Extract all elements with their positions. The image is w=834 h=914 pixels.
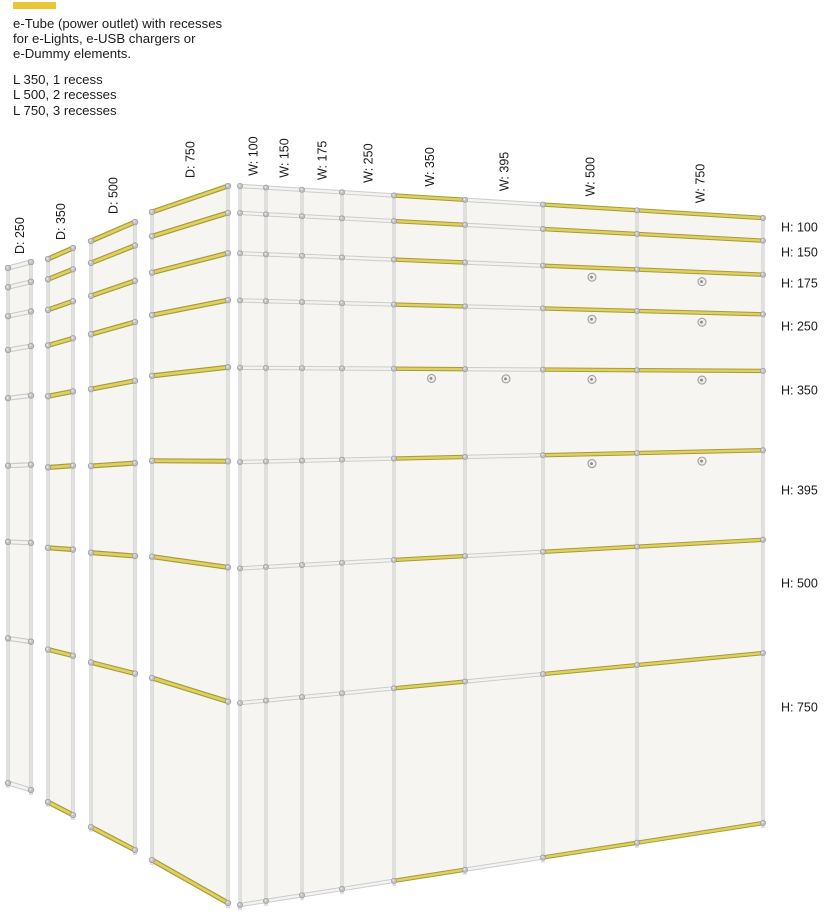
legend-description-line: for e-Lights, e-USB chargers or — [13, 31, 196, 47]
power-outlet — [588, 273, 596, 281]
width-label-250: W: 250 — [361, 143, 376, 183]
legend-description-line: e-Dummy elements. — [13, 46, 131, 62]
power-outlet — [588, 460, 596, 468]
height-label-395: H: 395 — [781, 483, 818, 498]
height-label-350: H: 350 — [781, 383, 818, 398]
variant-item: L 750, 3 recesses — [13, 103, 117, 119]
power-outlet — [698, 376, 706, 384]
power-outlet — [698, 278, 706, 286]
depth-label-750: D: 750 — [183, 141, 198, 178]
power-outlet — [428, 374, 436, 382]
height-label-150: H: 150 — [781, 245, 818, 260]
power-outlet — [588, 375, 596, 383]
width-label-500: W: 500 — [583, 157, 598, 197]
width-label-150: W: 150 — [277, 138, 292, 178]
depth-panel-750 — [149, 141, 231, 908]
depth-panel-500 — [88, 177, 138, 855]
depth-label-350: D: 350 — [54, 203, 68, 240]
variant-item: L 350, 1 recess — [13, 71, 103, 87]
width-label-350: W: 350 — [423, 147, 437, 187]
width-label-100: W: 100 — [246, 136, 261, 176]
power-outlet — [588, 315, 596, 323]
height-label-500: H: 500 — [781, 576, 818, 591]
depth-label-250: D: 250 — [13, 217, 27, 254]
height-label-100: H: 100 — [781, 220, 818, 235]
width-label-395: W: 395 — [497, 151, 512, 192]
variant-item: L 500, 2 recesses — [13, 87, 117, 103]
front-grid — [237, 183, 765, 910]
depth-label-500: D: 500 — [106, 177, 121, 214]
depth-panel-250 — [5, 217, 34, 795]
power-outlet — [502, 375, 510, 383]
height-label-250: H: 250 — [781, 319, 818, 334]
legend-description-line: e-Tube (power outlet) with recesses — [13, 16, 223, 31]
height-labels — [781, 221, 818, 715]
height-label-175: H: 175 — [781, 276, 818, 291]
power-outlet — [698, 318, 706, 326]
height-label-750: H: 750 — [781, 700, 818, 715]
power-outlet — [698, 457, 706, 465]
width-label-175: W: 175 — [315, 140, 330, 181]
depth-panel-350 — [45, 203, 76, 820]
width-label-750: W: 750 — [693, 163, 708, 204]
